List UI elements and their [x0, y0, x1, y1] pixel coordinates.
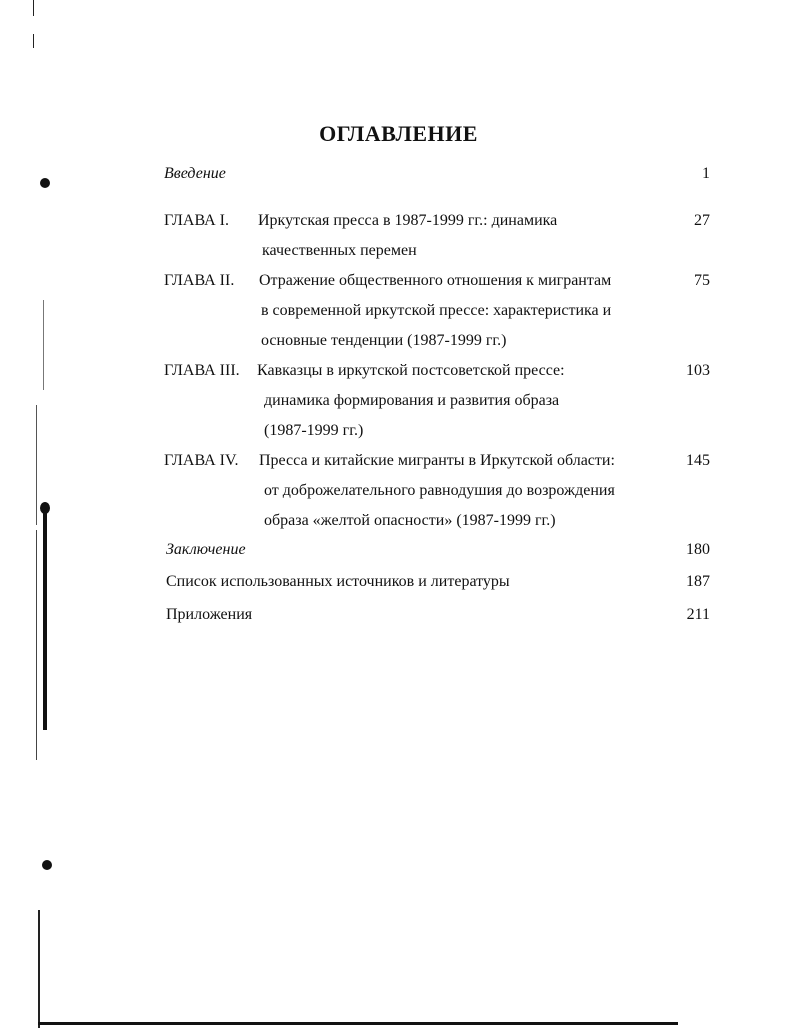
chapter-label: ГЛАВА III.	[164, 362, 240, 379]
toc-page-sources: 187	[686, 573, 710, 590]
chapter-title-line: качественных перемен	[262, 242, 417, 259]
scan-mark	[40, 178, 50, 188]
scan-mark	[33, 34, 34, 48]
scan-mark	[43, 300, 44, 390]
scan-mark	[33, 0, 34, 16]
chapter-title-line: образа «желтой опасности» (1987-1999 гг.)	[264, 512, 556, 529]
chapter-title-line: Кавказцы в иркутской постсоветской прессе:	[257, 362, 565, 379]
toc-page-appendix: 211	[686, 606, 710, 623]
scan-mark	[38, 1022, 678, 1025]
page-title: ОГЛАВЛЕНИЕ	[319, 121, 478, 146]
chapter-label: ГЛАВА I.	[164, 212, 229, 229]
chapter-page: 103	[686, 362, 710, 379]
scan-mark	[42, 860, 52, 870]
chapter-title-line: основные тенденции (1987-1999 гг.)	[261, 332, 507, 349]
chapter-label: ГЛАВА IV.	[164, 452, 239, 469]
chapter-title-line: от доброжелательного равнодушия до возрождения	[264, 482, 615, 499]
scan-mark	[43, 510, 47, 730]
toc-page-conclusion: 180	[686, 541, 710, 558]
toc-entry-intro: Введение	[164, 165, 226, 182]
chapter-title-line: (1987-1999 гг.)	[264, 422, 364, 439]
toc-entry-sources: Список использованных источников и литературы	[166, 573, 510, 590]
scan-mark	[38, 910, 40, 1028]
chapter-label: ГЛАВА II.	[164, 272, 235, 289]
chapter-title-line: Иркутская пресса в 1987-1999 гг.: динамика	[258, 212, 558, 229]
scan-mark	[36, 530, 37, 760]
scan-mark	[36, 405, 37, 525]
chapter-page: 145	[686, 452, 710, 469]
chapter-title-line: Отражение общественного отношения к мигрантам	[259, 272, 612, 289]
toc-entry-appendix: Приложения	[166, 606, 253, 623]
chapter-page: 75	[694, 272, 710, 289]
toc-page-intro: 1	[702, 165, 710, 182]
toc-entry-conclusion: Заключение	[166, 541, 246, 558]
chapter-page: 27	[694, 212, 710, 229]
chapter-title-line: динамика формирования и развития образа	[264, 392, 560, 409]
chapter-title-line: Пресса и китайские мигранты в Иркутской области:	[259, 452, 615, 469]
chapter-title-line: в современной иркутской прессе: характеристика и	[261, 302, 612, 319]
